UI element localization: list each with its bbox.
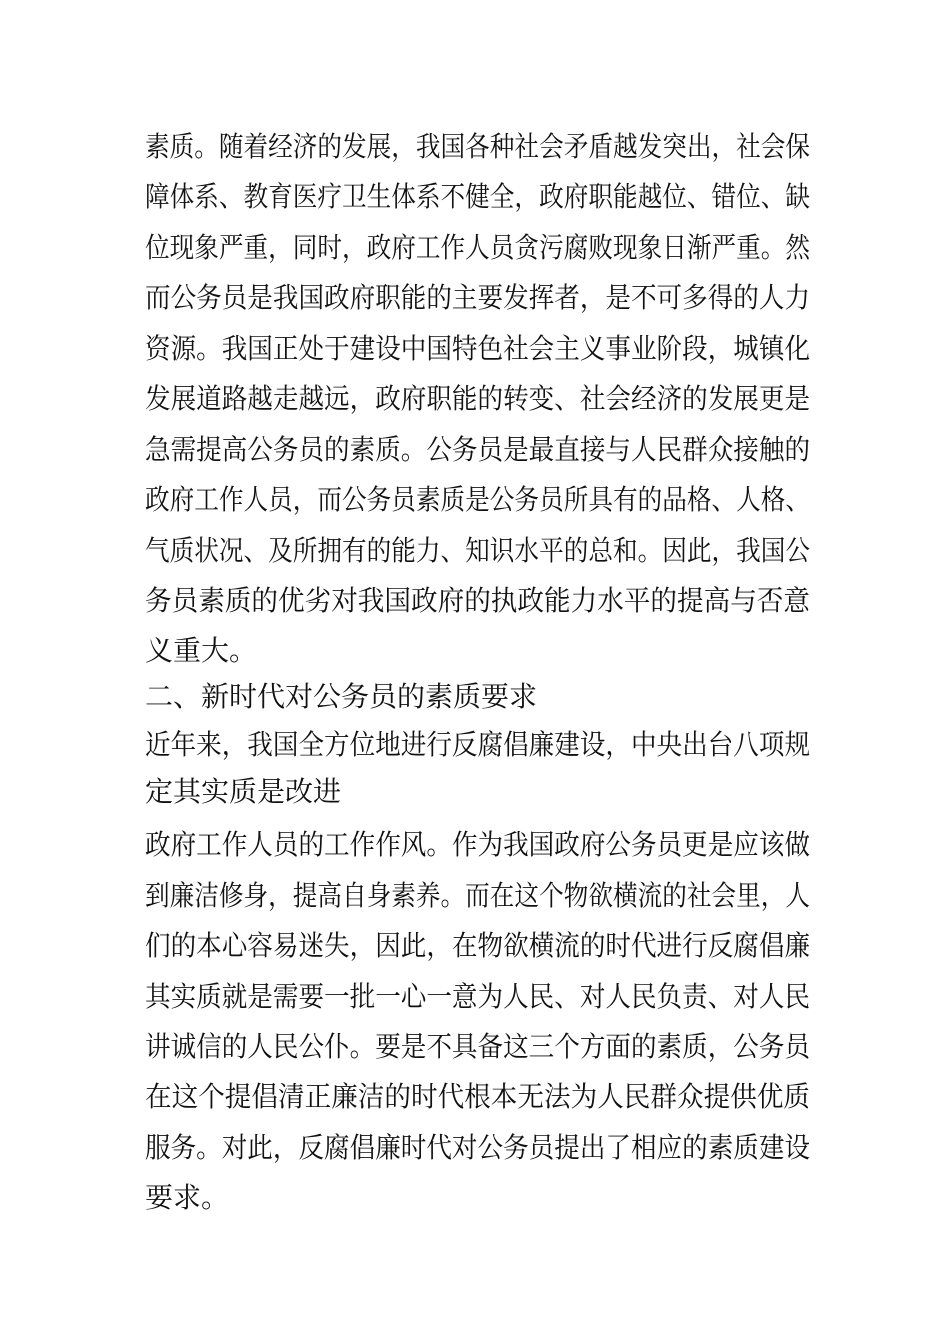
text-line: 位现象严重，同时，政府工作人员贪污腐败现象日渐严重。然	[145, 231, 810, 264]
text-line: 而公务员是我国政府职能的主要发挥者，是不可多得的人力	[145, 281, 811, 314]
text-line: 资源。我国正处于建设中国特色社会主义事业阶段，城镇化	[145, 332, 811, 365]
text-line: 要求。	[145, 1181, 230, 1214]
text-line: 讲诚信的人民公仆。要是不具备这三个方面的素质，公务员	[145, 1030, 811, 1063]
text-line: 到廉洁修身，提高自身素养。而在这个物欲横流的社会里，人	[145, 879, 810, 912]
text-line: 政府工作人员，而公务员素质是公务员所具有的品格、人格、	[145, 483, 810, 516]
text-line: 近年来，我国全方位地进行反腐倡廉建设，中央出台八项规	[145, 728, 811, 761]
text-line: 急需提高公务员的素质。公务员是最直接与人民群众接触的	[145, 433, 811, 466]
text-line: 们的本心容易迷失，因此，在物欲横流的时代进行反腐倡廉	[145, 929, 811, 962]
text-line: 气质状况、及所拥有的能力、知识水平的总和。因此，我国公	[145, 534, 810, 567]
text-line: 素质。随着经济的发展，我国各种社会矛盾越发突出，社会保	[145, 130, 810, 163]
text-line: 务员素质的优劣对我国政府的执政能力水平的提高与否意	[145, 584, 811, 617]
section-heading: 二、新时代对公务员的素质要求	[145, 680, 538, 713]
text-line: 政府工作人员的工作作风。作为我国政府公务员更是应该做	[145, 828, 811, 861]
text-line: 障体系、教育医疗卫生体系不健全，政府职能越位、错位、缺	[145, 180, 810, 213]
text-line: 义重大。	[145, 634, 258, 667]
text-line: 服务。对此，反腐倡廉时代对公务员提出了相应的素质建设	[145, 1131, 811, 1164]
text-line: 发展道路越走越远，政府职能的转变、社会经济的发展更是	[145, 382, 811, 415]
text-line: 其实质就是需要一批一心一意为人民、对人民负责、对人民	[145, 980, 811, 1013]
text-line: 定其实质是改进	[145, 775, 342, 808]
text-line: 在这个提倡清正廉洁的时代根本无法为人民群众提供优质	[145, 1080, 811, 1113]
